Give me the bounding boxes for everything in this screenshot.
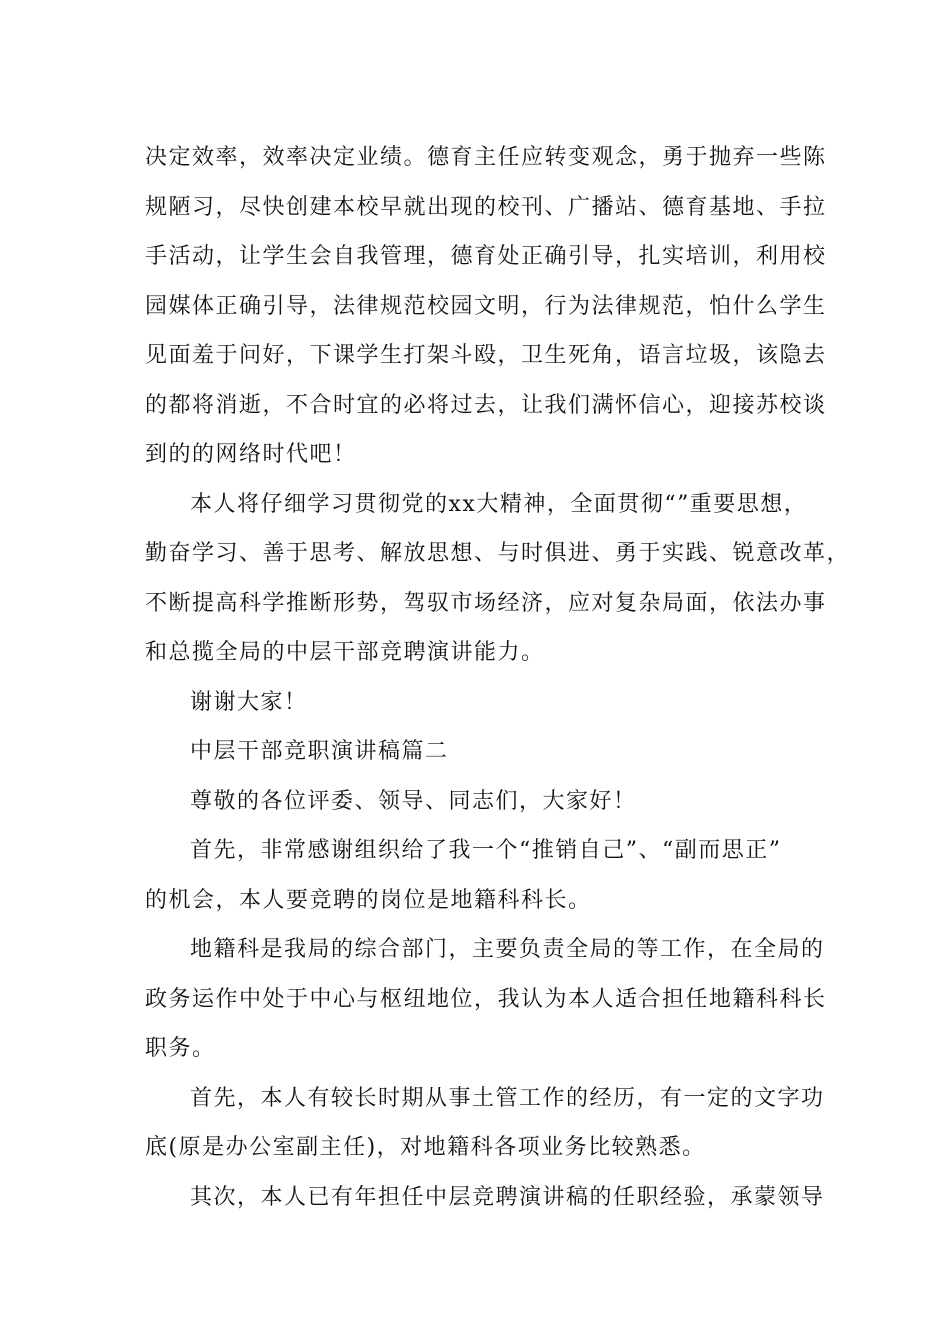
paragraph-1 <box>145 133 827 480</box>
text-line: 本人将仔细学习贯彻党的xx大精神，全面贯彻“”重要思想， <box>190 491 808 517</box>
paragraph-8 <box>145 1074 825 1173</box>
text-line: 和总揽全局的中层干部竞聘演讲能力。 <box>145 640 545 665</box>
text-line: 手活动，让学生会自我管理，德育处正确引导，扎实培训，利用校 <box>145 244 827 269</box>
text-line: 职务。 <box>145 1036 216 1061</box>
text-line: 谢谢大家！ <box>190 689 308 715</box>
salutation <box>145 777 810 827</box>
text-line: 决定效率，效率决定业绩。德育主任应转变观念，勇于抛弃一些陈 <box>145 145 827 170</box>
text-line: 的都将消逝，不合时宜的必将过去，让我们满怀信心，迎接苏校谈 <box>145 392 827 418</box>
text-line: 尊敬的各位评委、领导、同志们，大家好！ <box>190 788 637 814</box>
text-line: 见面羞于问好，下课学生打架斗殴，卫生死角，语言垃圾，该隐去 <box>145 343 827 368</box>
text-line: 不断提高科学推断形势，驾驭市场经济，应对复杂局面，依法办事 <box>145 590 827 616</box>
paragraph-9 <box>145 1173 825 1223</box>
paragraph-3 <box>145 678 810 728</box>
text-line: 底(原是办公室副主任)，对地籍科各项业务比较熟悉。 <box>145 1135 706 1160</box>
text-line: 首先，非常感谢组织给了我一个“推销自己”、“副而思正” <box>190 838 782 863</box>
section-heading <box>145 727 810 777</box>
paragraph-7 <box>145 925 827 1074</box>
text-line: 政务运作中处于中心与枢纽地位，我认为本人适合担任地籍科科长 <box>145 986 827 1012</box>
document-body <box>145 133 851 1222</box>
text-line: 中层干部竞职演讲稿篇二 <box>190 739 449 764</box>
paragraph-2 <box>145 480 851 678</box>
text-line: 首先，本人有较长时期从事土管工作的经历，有一定的文字功 <box>190 1085 825 1111</box>
text-line: 地籍科是我局的综合部门，主要负责全局的等工作，在全局的 <box>190 937 825 962</box>
text-line: 园媒体正确引导，法律规范校园文明，行为法律规范，怕什么学生 <box>145 293 827 319</box>
text-line: 其次，本人已有年担任中层竞聘演讲稿的任职经验，承蒙领导 <box>190 1184 825 1210</box>
text-line: 到的的网络时代吧！ <box>145 442 357 467</box>
text-line: 勤奋学习、善于思考、解放思想、与时俱进、勇于实践、锐意改革， <box>145 541 851 566</box>
text-line: 的机会，本人要竞聘的岗位是地籍科科长。 <box>145 887 592 913</box>
text-line: 规陋习，尽快创建本校早就出现的校刊、广播站、德育基地、手拉 <box>145 194 827 220</box>
paragraph-6 <box>145 826 810 925</box>
